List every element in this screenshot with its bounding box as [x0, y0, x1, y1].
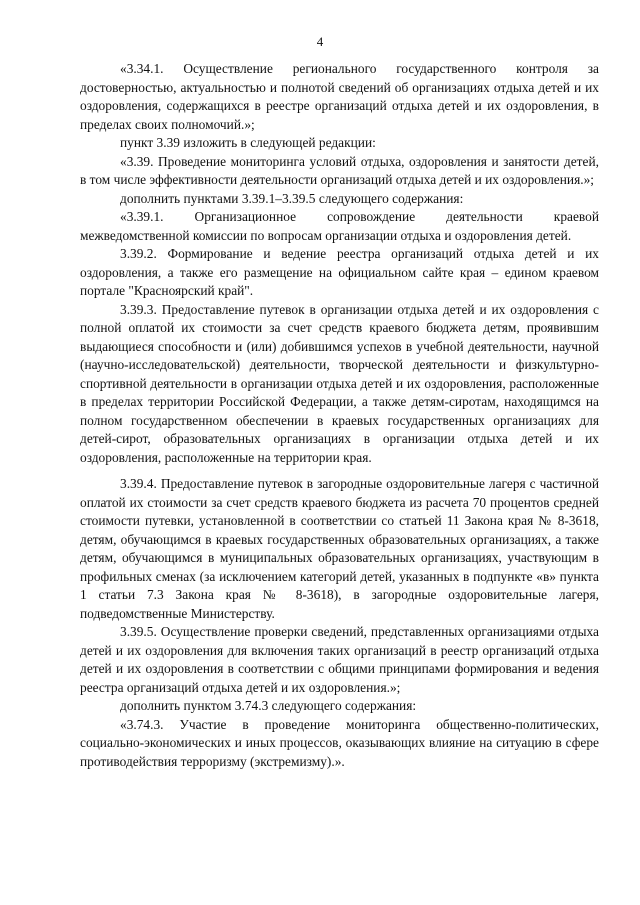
paragraph-3-39-4: 3.39.4. Предоставление путевок в загородные оздоровительные лагеря с частичной оплатой их стоимости за счет средств краевого бюджета из расчета 70 процентов средней стоимости путевки, установленной в соответствии со статьей 11 Закона края № 8-3618, детям, обучающимся в краевых государственных образовательных организациях, а также детям, обучающимся в муниципальных образовательных организациях, участвующим в профильных сменах (за исключением категорий детей, указанных в подпункте «в» пункта 1 статьи 7.3 Закона края № 8-3618), в загородные оздоровительные лагеря, подведомственные Министерству. — [80, 476, 599, 621]
paragraph-3-39: «3.39. Проведение мониторинга условий отдыха, оздоровления и занятости детей, в том числе эффективности деятельности организаций отдыха детей и их оздоровления.»; — [80, 153, 599, 187]
paragraph-3-39-1: «3.39.1. Организационное сопровождение деятельности краевой межведомственной комиссии по вопросам организации отдыха и оздоровления детей. — [80, 209, 599, 243]
instruction-3-39: пункт 3.39 изложить в следующей редакции: — [120, 135, 376, 150]
paragraph-3-39-2: 3.39.2. Формирование и ведение реестра организаций отдыха детей и их оздоровления, а также его размещение на официальном сайте края – едином краевом портале "Красноярский край". — [80, 246, 599, 298]
document-body — [80, 60, 599, 771]
page-number: 4 — [316, 34, 324, 49]
paragraph-3-39-5: 3.39.5. Осуществление проверки сведений, представленных организациями отдыха детей и их оздоровления для включения таких организаций в реестр организаций отдыха детей и их оздоровления в соответствии с общими принципами формирования и ведения реестра организаций отдыха детей и их оздоровления.»; — [80, 624, 599, 695]
paragraph-3-74-3: «3.74.3. Участие в проведение мониторинга общественно-политических, социально-экономических и иных процессов, оказывающих влияние на ситуацию в сфере противодействия терроризму (экстремизму).». — [80, 716, 599, 769]
paragraph-3-34-1: «3.34.1. Осуществление регионального государственного контроля за достоверностью, актуальностью и полнотой сведений об организациях отдыха детей и их оздоровления, содержащихся в реестре организаций отдыха детей и их оздоровления, в пределах своих полномочий.»; — [80, 61, 599, 132]
instruction-3-74-3: дополнить пунктом 3.74.3 следующего содержания: — [120, 698, 417, 713]
instruction-3-39-1-to-5: дополнить пунктами 3.39.1–3.39.5 следующего содержания: — [120, 190, 464, 206]
paragraph-3-39-3: 3.39.3. Предоставление путевок в организации отдыха детей и их оздоровления с полной оплатой их стоимости за счет средств краевого бюджета детям, проявившим выдающиеся способности и (или) добившимся успехов в учебной деятельности, научной (научно-исследовательской) деятельности, творческой деятельности и физкультурно-спортивной деятельности в организации отдыха детей и их оздоровления, расположенные в пределах территории Российской Федерации, а также детям-сиротам, находящимся на полном государственном обеспечении в краевых государственных организациях для детей-сирот, образовательных организациях в организации отдыха детей и их оздоровления, расположенные на территории края. — [80, 301, 599, 465]
